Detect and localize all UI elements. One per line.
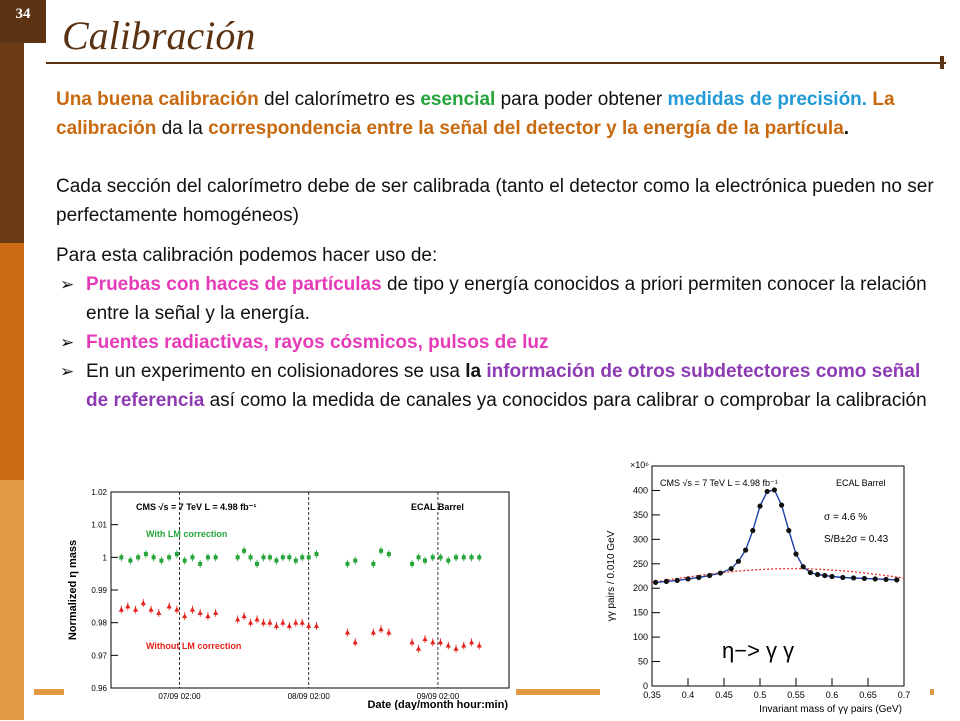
eta-decay-label: η−> γ γ	[722, 638, 795, 663]
bullet-item-sources	[60, 328, 940, 357]
x-tick-label: 0.55	[787, 690, 805, 700]
data-point	[750, 528, 755, 533]
x-tick-label: 0.7	[897, 690, 911, 700]
text-fragment: del calorímetro es	[258, 89, 421, 110]
data-point-with-lm	[261, 555, 265, 559]
text-fragment: .	[843, 118, 850, 139]
sidebar-band-light	[0, 480, 24, 720]
data-point	[873, 576, 878, 581]
data-point-with-lm	[206, 555, 210, 559]
data-point	[883, 577, 888, 582]
data-point-with-lm	[175, 552, 179, 556]
data-point-with-lm	[287, 555, 291, 559]
data-point-with-lm	[294, 559, 298, 563]
data-point	[729, 566, 734, 571]
data-point-with-lm	[300, 555, 304, 559]
data-point	[696, 575, 701, 580]
eta-mass-chart	[64, 484, 516, 710]
data-point-with-lm	[353, 559, 357, 563]
data-point	[793, 551, 798, 556]
data-point	[786, 528, 791, 533]
y-tick-label: 0.97	[91, 651, 107, 661]
data-point-with-lm	[190, 555, 194, 559]
y-multiplier: ×10⁶	[630, 460, 649, 470]
data-point-with-lm	[268, 555, 272, 559]
data-point-with-lm	[470, 555, 474, 559]
emphasis-esencial: esencial	[420, 89, 496, 110]
data-point	[707, 573, 712, 578]
title-underline-end	[940, 56, 944, 69]
data-point-with-lm	[198, 562, 202, 566]
data-point-with-lm	[417, 555, 421, 559]
legend-with-lm: With LM correction	[146, 529, 228, 539]
title-underline	[46, 62, 946, 64]
x-tick-label: 09/09 02:00	[416, 692, 460, 701]
cms-label: CMS √s = 7 TeV L = 4.98 fb⁻¹	[136, 502, 257, 512]
data-point-with-lm	[144, 552, 148, 556]
x-tick-label: 08/09 02:00	[287, 692, 330, 701]
data-point-with-lm	[236, 555, 240, 559]
emphasis-informacion: información de otros subdetectores como señal de referencia	[86, 361, 921, 411]
x-tick-label: 0.4	[681, 690, 695, 700]
data-point	[765, 489, 770, 494]
data-point-with-lm	[242, 549, 246, 553]
y-tick-label: 400	[632, 485, 648, 496]
y-axis-label: γγ pairs / 0.010 GeV	[606, 530, 617, 622]
arrow-bullet-icon: ➢	[60, 362, 75, 381]
y-tick-label: 300	[632, 534, 648, 545]
diphoton-mass-chart	[600, 452, 930, 716]
y-tick-label: 150	[632, 607, 648, 618]
data-point-with-lm	[454, 555, 458, 559]
x-tick-label: 0.5	[753, 690, 767, 700]
data-point-with-lm	[214, 555, 218, 559]
sidebar-band-orange	[0, 243, 24, 480]
emphasis-correspondencia: correspondencia entre la señal del detector y la energía de la partícula	[208, 118, 844, 139]
bullet-item-collider	[60, 357, 940, 415]
slide-title: Calibración	[62, 13, 256, 58]
x-tick-label: 0.6	[825, 690, 839, 700]
text-fragment: da la	[156, 118, 209, 139]
ecal-label: ECAL Barrel	[836, 478, 886, 488]
data-point-with-lm	[183, 559, 187, 563]
data-point	[815, 572, 820, 577]
data-point	[829, 574, 834, 579]
data-point	[851, 575, 856, 580]
y-tick-label: 50	[637, 656, 648, 667]
cms-label: CMS √s = 7 TeV L = 4.98 fb⁻¹	[660, 478, 778, 488]
intro-list-paragraph: Para esta calibración podemos hacer uso de:	[56, 245, 438, 266]
slide-number-box	[0, 0, 46, 43]
data-point	[718, 570, 723, 575]
x-tick-label: 0.65	[859, 690, 877, 700]
y-tick-label: 250	[632, 558, 648, 569]
sidebar-band-dark	[0, 43, 24, 243]
data-point	[743, 547, 748, 552]
data-point-with-lm	[159, 559, 163, 563]
data-point	[757, 503, 762, 508]
sigma-label: σ = 4.6 %	[824, 512, 868, 523]
text-fragment: En un experimento en colisionadores se usa	[86, 361, 466, 382]
emphasis-la-calibracion: La calibración	[56, 89, 895, 139]
data-point-with-lm	[387, 552, 391, 556]
data-point-with-lm	[281, 555, 285, 559]
data-point-with-lm	[439, 555, 443, 559]
y-tick-label: 1.01	[91, 520, 107, 530]
data-point-with-lm	[314, 552, 318, 556]
y-tick-label: 0	[642, 681, 648, 691]
y-tick-label: 1.02	[91, 488, 107, 497]
y-tick-label: 100	[632, 632, 648, 643]
data-point	[685, 576, 690, 581]
data-point	[822, 573, 827, 578]
bullet-item-beams	[60, 270, 940, 328]
data-point	[894, 577, 899, 582]
emphasis-fuentes: Fuentes radiactivas, rayos cósmicos, pulsos de luz	[86, 332, 549, 353]
legend-without-lm: Without LM correction	[146, 641, 242, 651]
x-tick-label: 0.45	[715, 690, 733, 700]
eta-mass-stability-plot	[64, 484, 516, 710]
data-point-with-lm	[152, 555, 156, 559]
y-tick-label: 350	[632, 509, 648, 520]
emphasis-pruebas: Pruebas con haces de partículas	[86, 274, 382, 295]
data-point	[675, 578, 680, 583]
data-point-with-lm	[477, 555, 481, 559]
data-point-with-lm	[255, 562, 259, 566]
data-point	[772, 487, 777, 492]
data-point-with-lm	[410, 562, 414, 566]
data-point	[840, 575, 845, 580]
intro-paragraph	[56, 85, 944, 143]
data-point-with-lm	[249, 555, 253, 559]
data-point-with-lm	[345, 562, 349, 566]
s-over-b-label: S/B±2σ = 0.43	[824, 534, 889, 545]
data-point	[801, 564, 806, 569]
emphasis-medidas-precision: medidas de precisión.	[667, 89, 868, 110]
emphasis-la: la	[465, 361, 482, 382]
data-point	[664, 579, 669, 584]
x-tick-label: 07/09 02:00	[158, 692, 201, 701]
y-tick-label: 1	[102, 553, 107, 563]
y-tick-label: 0.96	[91, 684, 107, 693]
data-point-with-lm	[136, 555, 140, 559]
y-tick-label: 0.98	[91, 618, 107, 628]
data-point-with-lm	[462, 555, 466, 559]
data-point	[862, 576, 867, 581]
y-axis-label: Normalized η mass	[67, 539, 79, 641]
data-point	[736, 559, 741, 564]
data-point-with-lm	[379, 549, 383, 553]
data-point-with-lm	[274, 559, 278, 563]
section-paragraph: Cada sección del calorímetro debe de ser calibrada (tanto el detector como la electrónica pueden no ser perfectamente homogéneos)	[56, 176, 934, 226]
y-tick-label: 0.99	[91, 586, 107, 595]
data-point-with-lm	[431, 555, 435, 559]
data-point-with-lm	[371, 562, 375, 566]
y-tick-label: 200	[632, 583, 648, 594]
ecal-label: ECAL Barrel	[411, 502, 464, 512]
text-fragment: de tipo y energía conocidos a priori permiten conocer la relación entre la señal y la energía.	[86, 274, 927, 324]
data-point-with-lm	[119, 555, 123, 559]
plot-frame	[111, 492, 509, 688]
data-point-with-lm	[128, 559, 132, 563]
arrow-bullet-icon: ➢	[60, 275, 75, 294]
x-axis-label: Date (day/month hour:min)	[367, 699, 508, 710]
data-point-with-lm	[446, 559, 450, 563]
text-fragment: así como la medida de canales ya conocidos para calibrar o comprobar la calibración	[204, 390, 927, 411]
data-point	[779, 503, 784, 508]
arrow-bullet-icon: ➢	[60, 333, 75, 352]
emphasis-buena-calibracion: Una buena calibración	[56, 89, 259, 110]
text-fragment: para poder obtener	[495, 89, 668, 110]
x-axis-label: Invariant mass of γγ pairs (GeV)	[759, 704, 902, 715]
data-point-with-lm	[167, 555, 171, 559]
slide-number: 34	[15, 6, 31, 22]
x-tick-label: 0.35	[643, 690, 661, 700]
data-point-with-lm	[423, 559, 427, 563]
data-point	[808, 570, 813, 575]
data-point-with-lm	[307, 555, 311, 559]
data-point	[653, 580, 658, 585]
eta-peak-plot	[600, 452, 930, 716]
